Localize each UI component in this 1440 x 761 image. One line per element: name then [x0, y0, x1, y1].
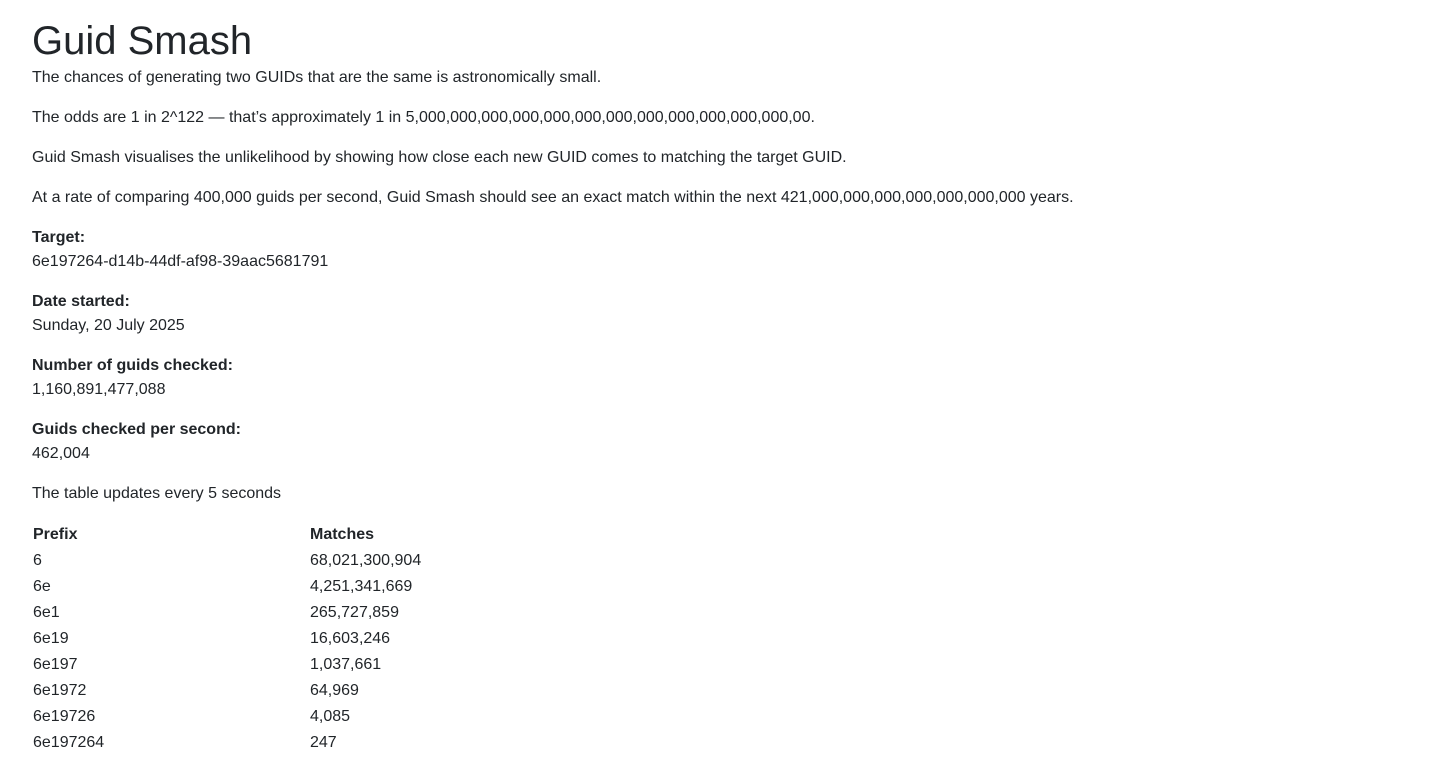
- prefix-cell: 6e19726: [33, 708, 96, 725]
- prefix-cell: 6e19: [33, 630, 69, 647]
- prefix-cell: 6e1972: [33, 682, 87, 699]
- per-second-value: 462,004: [32, 445, 90, 462]
- target-label: Target:: [32, 229, 86, 246]
- matches-cell: 64,969: [310, 682, 359, 699]
- update-note: The table updates every 5 seconds: [32, 485, 282, 502]
- target-value: 6e197264-d14b-44df-af98-39aac5681791: [32, 253, 329, 270]
- prefix-cell: 6e: [33, 578, 51, 595]
- target-stat: [32, 226, 1408, 274]
- table-header-row: [32, 522, 511, 548]
- table-row: [32, 626, 511, 652]
- prefix-column-header: Prefix: [33, 526, 78, 543]
- matches-cell: 68,021,300,904: [310, 552, 422, 569]
- table-row: [32, 574, 511, 600]
- intro-paragraph-visualises: Guid Smash visualises the unlikelihood by showing how close each new GUID comes to matching the target GUID.: [32, 149, 847, 166]
- prefix-cell: 6: [33, 552, 42, 569]
- matches-cell: 1,037,661: [310, 656, 382, 673]
- intro-paragraph-odds-small: The chances of generating two GUIDs that are the same is astronomically small.: [32, 69, 602, 86]
- per-second-label: Guids checked per second:: [32, 421, 241, 438]
- table-row: [32, 730, 511, 756]
- table-row: [32, 600, 511, 626]
- intro-paragraph-odds-value: The odds are 1 in 2^122 — that’s approximately 1 in 5,000,000,000,000,000,000,000,000,000,000,000,000,00.: [32, 109, 815, 126]
- matches-table: [32, 522, 511, 756]
- guids-checked-label: Number of guids checked:: [32, 357, 233, 374]
- prefix-cell: 6e1: [33, 604, 60, 621]
- guids-checked-value: 1,160,891,477,088: [32, 381, 166, 398]
- table-row: [32, 548, 511, 574]
- table-row: [32, 678, 511, 704]
- matches-column-header: Matches: [310, 526, 375, 543]
- matches-cell: 265,727,859: [310, 604, 399, 621]
- per-second-stat: [32, 418, 1408, 466]
- guids-checked-stat: [32, 354, 1408, 402]
- prefix-cell: 6e197264: [33, 734, 105, 751]
- table-row: [32, 652, 511, 678]
- intro-paragraph-rate: At a rate of comparing 400,000 guids per second, Guid Smash should see an exact match within the next 421,000,000,000,000,000,000,000 years.: [32, 189, 1074, 206]
- date-started-value: Sunday, 20 July 2025: [32, 317, 185, 334]
- page-title: Guid Smash: [32, 19, 253, 63]
- matches-cell: 247: [310, 734, 337, 751]
- matches-cell: 16,603,246: [310, 630, 391, 647]
- matches-cell: 4,251,341,669: [310, 578, 413, 595]
- date-started-label: Date started:: [32, 293, 130, 310]
- date-started-stat: [32, 290, 1408, 338]
- matches-cell: 4,085: [310, 708, 351, 725]
- prefix-cell: 6e197: [33, 656, 78, 673]
- table-row: [32, 704, 511, 730]
